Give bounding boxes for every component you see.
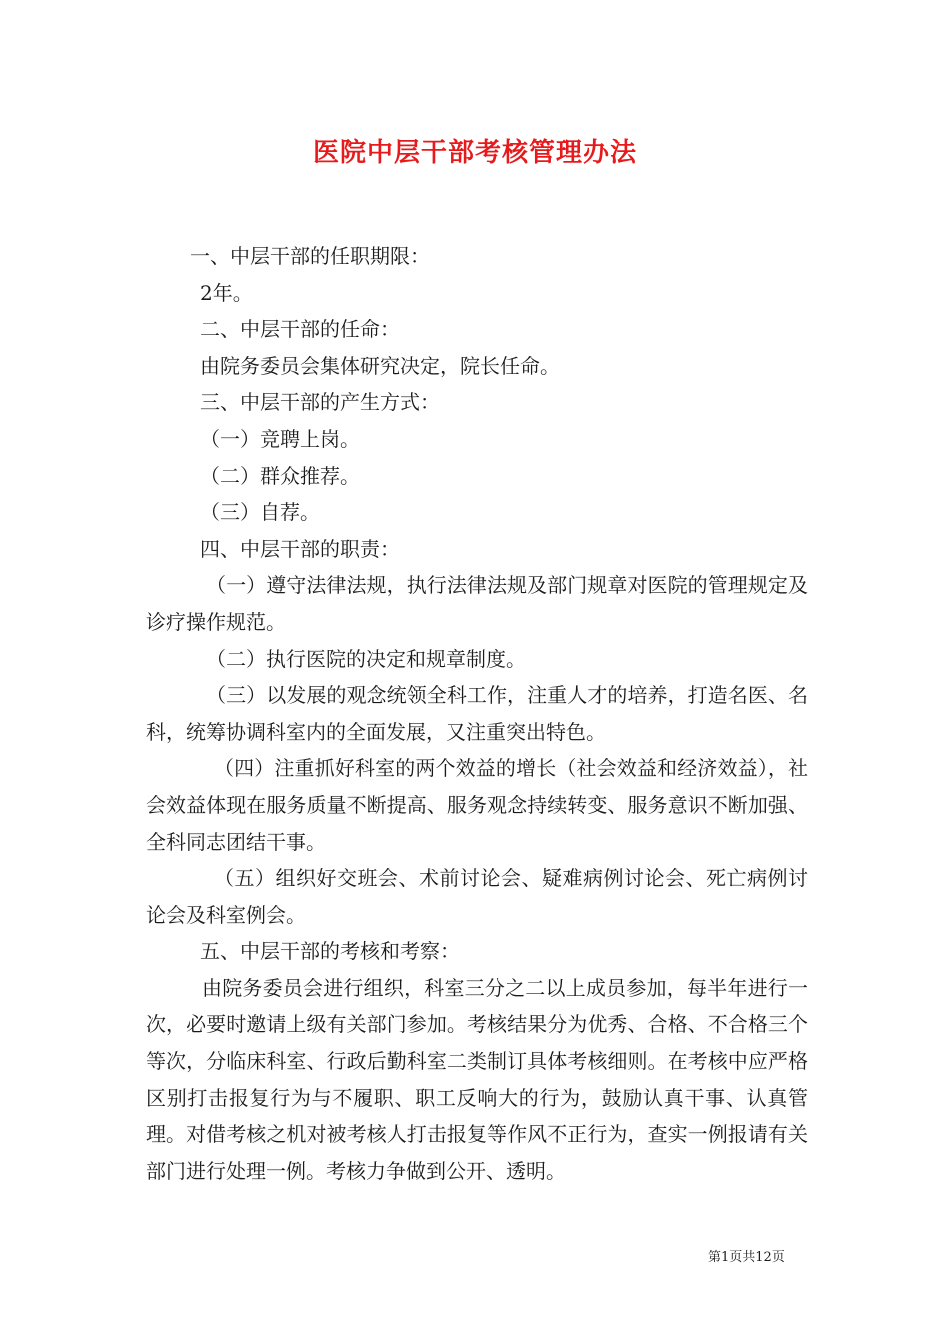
paragraph-appointment: 由院务委员会集体研究决定，院长任命。 — [200, 353, 560, 378]
list-item-selection-1: （一）竞聘上岗。 — [200, 426, 360, 451]
paragraph-assessment: 由院务委员会进行组织，科室三分之二以上成员参加，每半年进行一次，必要时邀请上级有关部门参加。考核结果分为优秀、合格、不合格三个等次，分临床科室、行政后勤科室二类制订具体考核细则。在考核中应严格区别打击报复行为与不履职、职工反响大的行为，鼓励认真干事、认真管理。对借考核之机对被考核人打击报复等作风不正行为，查实一例报请有关部门进行处理一例。考核力争做到公开、透明。 — [146, 975, 808, 1183]
document-body — [146, 238, 808, 1189]
section-heading-assessment: 五、中层干部的考核和考察： — [200, 939, 460, 964]
section-heading-selection: 三、中层干部的产生方式： — [200, 390, 440, 415]
list-item-duty-5: （五）组织好交班会、术前讨论会、疑难病例讨论会、死亡病例讨论会及科室例会。 — [146, 866, 808, 927]
list-item-selection-2: （二）群众推荐。 — [200, 463, 360, 488]
list-item-duty-1: （一）遵守法律法规，执行法律法规及部门规章对医院的管理规定及诊疗操作规范。 — [146, 573, 808, 634]
section-heading-term: 一、中层干部的任职期限： — [190, 244, 430, 268]
section-heading-duties: 四、中层干部的职责： — [200, 536, 400, 561]
section-heading-appointment: 二、中层干部的任命： — [200, 317, 400, 342]
list-item-duty-4: （四）注重抓好科室的两个效益的增长（社会效益和经济效益），社会效益体现在服务质量不断提高、服务观念持续转变、服务意识不断加强、全科同志团结干事。 — [146, 756, 808, 854]
list-item-duty-3: （三）以发展的观念统领全科工作，注重人才的培养，打造名医、名科，统筹协调科室内的全面发展，又注重突出特色。 — [146, 683, 808, 744]
list-item-duty-2: （二）执行医院的决定和规章制度。 — [206, 646, 526, 671]
list-item-selection-3: （三）自荐。 — [200, 500, 320, 525]
page-number-footer: 第1页共12页 — [708, 1250, 785, 1265]
paragraph-term-value: 2年。 — [200, 280, 253, 305]
document-title: 医院中层干部考核管理办法 — [312, 138, 637, 168]
